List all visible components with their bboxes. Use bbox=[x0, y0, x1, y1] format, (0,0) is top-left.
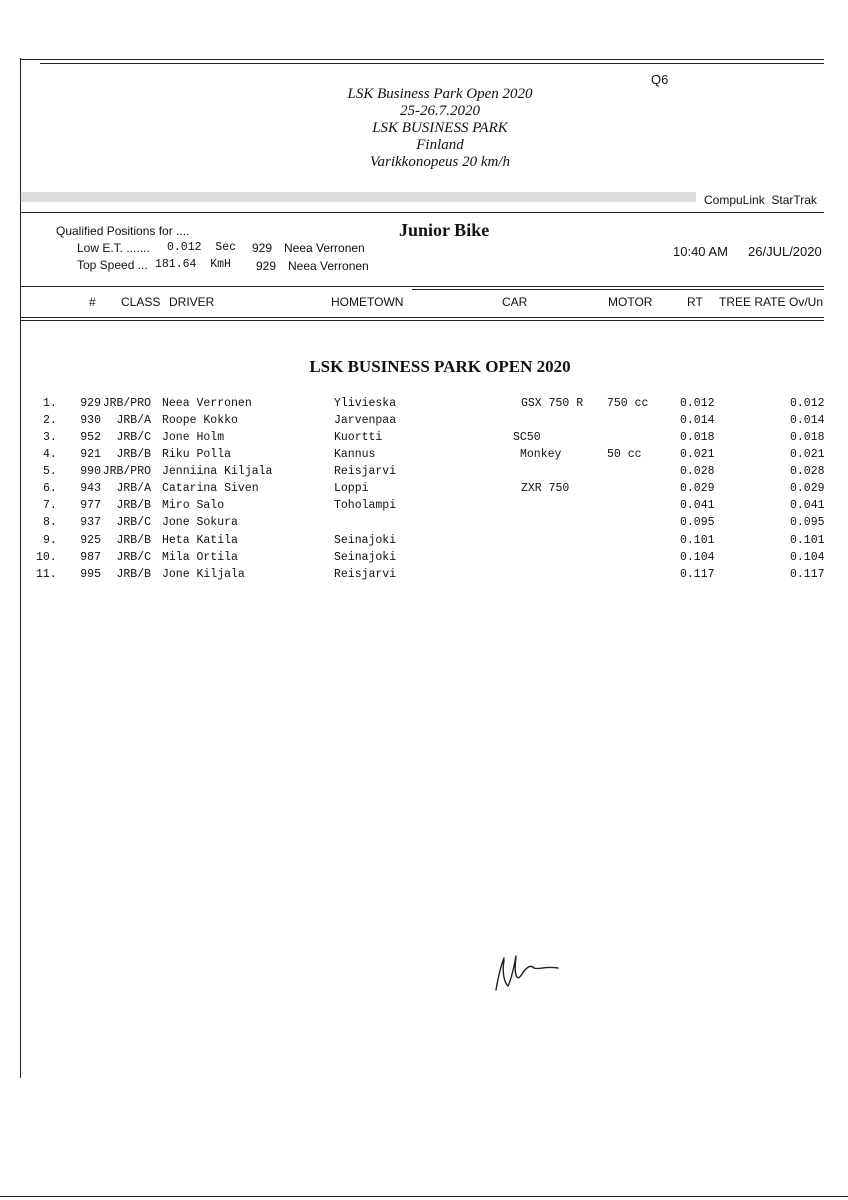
cell-car: Monkey bbox=[520, 448, 562, 461]
table-row bbox=[0, 516, 848, 533]
cell-ovun: 0.018 bbox=[790, 431, 825, 444]
cell-motor: 50 cc bbox=[607, 448, 642, 461]
cell-hometown: Seinajoki bbox=[334, 534, 397, 547]
table-row bbox=[0, 568, 848, 585]
cell-hometown: Reisjarvi bbox=[334, 568, 397, 581]
cell-num: 943 bbox=[80, 482, 101, 495]
cell-rt: 0.117 bbox=[680, 568, 715, 581]
page-bottom-rule bbox=[0, 1196, 848, 1197]
cell-driver: Riku Polla bbox=[162, 448, 232, 461]
cell-hometown: Ylivieska bbox=[334, 397, 397, 410]
cell-hometown: Kuortti bbox=[334, 431, 383, 444]
cell-driver: Heta Katila bbox=[162, 534, 238, 547]
cell-driver: Jenniina Kiljala bbox=[162, 465, 273, 478]
top-speed-number: 929 bbox=[256, 259, 277, 273]
table-row bbox=[0, 414, 848, 431]
cell-rt: 0.104 bbox=[680, 551, 715, 564]
cell-rt: 0.041 bbox=[680, 499, 715, 512]
dotted-band bbox=[20, 192, 696, 202]
cell-num: 937 bbox=[80, 516, 101, 529]
header-bottom-rule bbox=[20, 317, 824, 318]
table-row bbox=[0, 448, 848, 465]
cell-driver: Jone Kiljala bbox=[162, 568, 245, 581]
header-bottom-rule-2 bbox=[20, 320, 824, 321]
col-num: # bbox=[89, 295, 96, 309]
col-tree-rate: TREE RATE bbox=[719, 295, 786, 309]
cell-driver: Jone Sokura bbox=[162, 516, 238, 529]
cell-ovun: 0.101 bbox=[790, 534, 825, 547]
event-venue: LSK BUSINESS PARK bbox=[372, 120, 508, 136]
cell-class: JRB/PRO bbox=[102, 397, 151, 410]
low-et-label: Low E.T. ....... bbox=[77, 241, 150, 255]
col-car: CAR bbox=[502, 295, 528, 309]
event-dates: 25-26.7.2020 bbox=[400, 103, 480, 119]
cell-ovun: 0.117 bbox=[790, 568, 825, 581]
col-class: CLASS bbox=[121, 295, 161, 309]
cell-num: 930 bbox=[80, 414, 101, 427]
cell-hometown: Reisjarvi bbox=[334, 465, 397, 478]
cell-hometown: Jarvenpaa bbox=[334, 414, 397, 427]
cell-num: 977 bbox=[80, 499, 101, 512]
cell-rt: 0.018 bbox=[680, 431, 715, 444]
cell-class: JRB/A bbox=[116, 414, 151, 427]
top-rule-2 bbox=[40, 63, 824, 64]
cell-class: JRB/B bbox=[116, 568, 151, 581]
cell-car: ZXR 750 bbox=[521, 482, 570, 495]
sheet-code: Q6 bbox=[651, 72, 669, 87]
cell-ovun: 0.041 bbox=[790, 499, 825, 512]
cell-driver: Roope Kokko bbox=[162, 414, 238, 427]
class-title: Junior Bike bbox=[399, 220, 490, 240]
cell-rt: 0.014 bbox=[680, 414, 715, 427]
header-top-rule-2 bbox=[412, 289, 824, 290]
cell-ovun: 0.021 bbox=[790, 448, 825, 461]
cell-class: JRB/B bbox=[116, 448, 151, 461]
cell-num: 990 bbox=[80, 465, 101, 478]
cell-pos: 8. bbox=[43, 516, 57, 529]
table-row bbox=[0, 482, 848, 499]
low-et-driver: Neea Verronen bbox=[284, 241, 365, 255]
table-row bbox=[0, 551, 848, 568]
cell-hometown: Kannus bbox=[334, 448, 376, 461]
report-date: 26/JUL/2020 bbox=[748, 244, 822, 259]
qualified-label: Qualified Positions for .... bbox=[56, 224, 190, 238]
cell-hometown: Loppi bbox=[334, 482, 369, 495]
cell-class: JRB/PRO bbox=[102, 465, 151, 478]
low-et-number: 929 bbox=[252, 241, 273, 255]
cell-hometown: Seinajoki bbox=[334, 551, 397, 564]
software-label: CompuLink StarTrak bbox=[704, 193, 817, 207]
report-time: 10:40 AM bbox=[673, 244, 728, 259]
cell-rt: 0.029 bbox=[680, 482, 715, 495]
cell-ovun: 0.012 bbox=[790, 397, 825, 410]
cell-ovun: 0.095 bbox=[790, 516, 825, 529]
cell-driver: Jone Holm bbox=[162, 431, 225, 444]
cell-pos: 2. bbox=[43, 414, 57, 427]
cell-num: 929 bbox=[80, 397, 101, 410]
cell-driver: Miro Salo bbox=[162, 499, 225, 512]
cell-pos: 7. bbox=[43, 499, 57, 512]
cell-pos: 1. bbox=[43, 397, 57, 410]
cell-pos: 4. bbox=[43, 448, 57, 461]
cell-rt: 0.095 bbox=[680, 516, 715, 529]
cell-pos: 3. bbox=[43, 431, 57, 444]
cell-num: 952 bbox=[80, 431, 101, 444]
cell-rt: 0.012 bbox=[680, 397, 715, 410]
table-row bbox=[0, 534, 848, 551]
cell-num: 987 bbox=[80, 551, 101, 564]
cell-rt: 0.021 bbox=[680, 448, 715, 461]
top-speed-value: 181.64 KmH bbox=[155, 258, 231, 271]
col-hometown: HOMETOWN bbox=[331, 295, 404, 309]
cell-class: JRB/C bbox=[116, 516, 151, 529]
cell-pos: 11. bbox=[36, 568, 57, 581]
event-country: Finland bbox=[416, 137, 464, 153]
cell-pos: 9. bbox=[43, 534, 57, 547]
cell-num: 921 bbox=[80, 448, 101, 461]
cell-ovun: 0.104 bbox=[790, 551, 825, 564]
cell-ovun: 0.029 bbox=[790, 482, 825, 495]
cell-ovun: 0.028 bbox=[790, 465, 825, 478]
cell-pos: 5. bbox=[43, 465, 57, 478]
pit-speed: Varikkonopeus 20 km/h bbox=[370, 154, 510, 170]
event-title: LSK Business Park Open 2020 bbox=[347, 86, 533, 102]
cell-driver: Catarina Siven bbox=[162, 482, 259, 495]
cell-class: JRB/B bbox=[116, 499, 151, 512]
cell-class: JRB/B bbox=[116, 534, 151, 547]
cell-driver: Neea Verronen bbox=[162, 397, 252, 410]
cell-car: SC50 bbox=[513, 431, 541, 444]
cell-rt: 0.101 bbox=[680, 534, 715, 547]
low-et-value: 0.012 Sec bbox=[167, 241, 237, 254]
table-row bbox=[0, 431, 848, 448]
table-row bbox=[0, 499, 848, 516]
cell-car: GSX 750 R bbox=[521, 397, 584, 410]
cell-driver: Mila Ortila bbox=[162, 551, 238, 564]
col-motor: MOTOR bbox=[608, 295, 653, 309]
table-row bbox=[0, 397, 848, 414]
cell-class: JRB/C bbox=[116, 551, 151, 564]
header-top-rule bbox=[20, 286, 824, 287]
table-row bbox=[0, 465, 848, 482]
cell-hometown: Toholampi bbox=[334, 499, 397, 512]
cell-pos: 6. bbox=[43, 482, 57, 495]
cell-class: JRB/C bbox=[116, 431, 151, 444]
cell-pos: 10. bbox=[36, 551, 57, 564]
top-rule bbox=[20, 59, 824, 60]
cell-class: JRB/A bbox=[116, 482, 151, 495]
top-speed-driver: Neea Verronen bbox=[288, 259, 369, 273]
cell-num: 995 bbox=[80, 568, 101, 581]
cell-motor: 750 cc bbox=[607, 397, 649, 410]
cell-num: 925 bbox=[80, 534, 101, 547]
col-ovun: Ov/Un bbox=[789, 295, 824, 309]
cell-ovun: 0.014 bbox=[790, 414, 825, 427]
col-rt: RT bbox=[687, 295, 703, 309]
section-title: LSK BUSINESS PARK OPEN 2020 bbox=[309, 357, 571, 376]
cell-rt: 0.028 bbox=[680, 465, 715, 478]
col-driver: DRIVER bbox=[169, 295, 215, 309]
top-speed-label: Top Speed ... bbox=[77, 258, 148, 272]
qualified-top-rule bbox=[20, 212, 824, 213]
signature bbox=[486, 938, 566, 998]
